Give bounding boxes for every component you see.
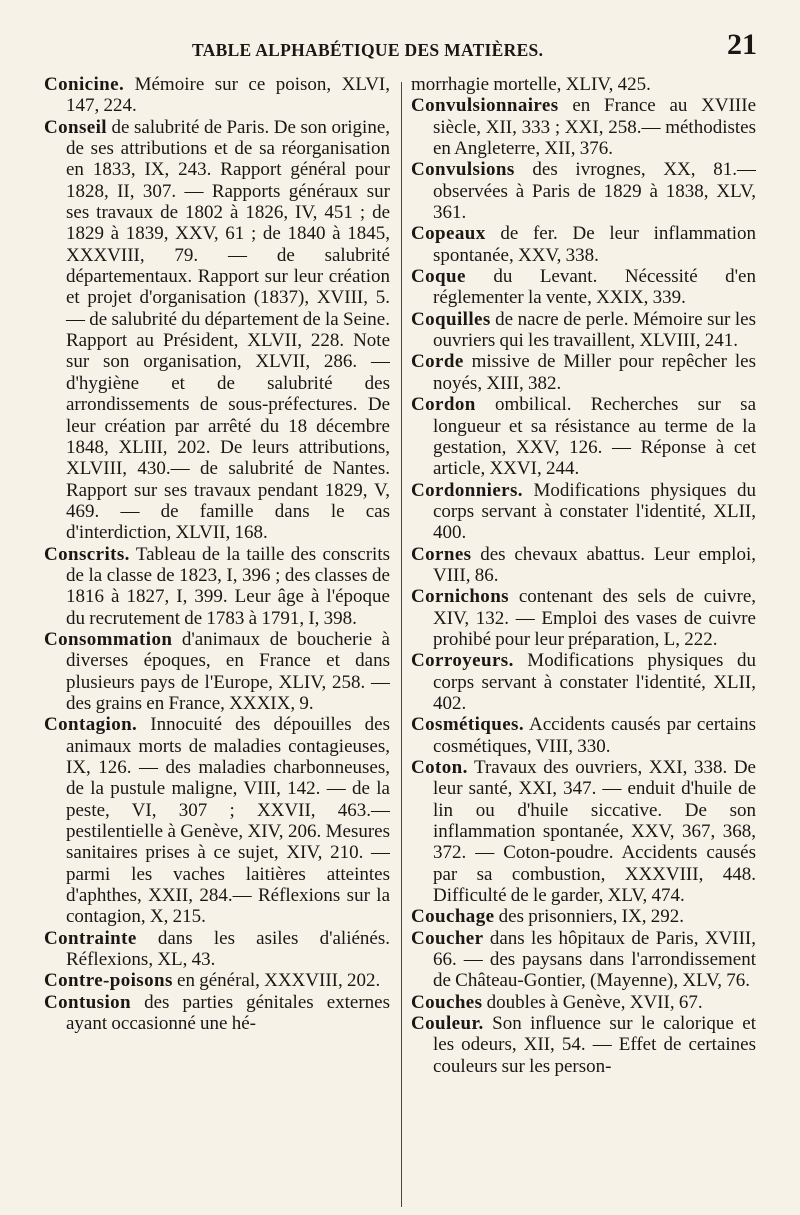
entry-text: doubles à Genève, XVII, 67.: [486, 991, 703, 1013]
entry-headword: Coquilles: [411, 308, 491, 330]
index-entry: [411, 1013, 756, 1077]
entry-text: Son influence sur le calorique et les odeurs, XII, 54. — Effet de certaines couleurs sur les person-: [433, 1013, 756, 1077]
entry-headword: Couchage: [411, 906, 495, 928]
index-entry: [44, 629, 390, 714]
index-entry: [411, 74, 756, 95]
entry-text: des chevaux abattus. Leur emploi, VIII, 86.: [433, 543, 756, 586]
entry-headword: Cornes: [411, 543, 472, 565]
index-entry: [44, 970, 390, 991]
index-entry: [411, 95, 756, 159]
index-entry: [411, 714, 756, 757]
entry-headword: Couleur.: [411, 1013, 484, 1035]
entry-text: dans les asiles d'aliénés. Réflexions, XL, 43.: [66, 927, 390, 971]
entry-headword: Contre-poisons: [44, 970, 173, 992]
entry-text: des parties génitales externes ayant occasionné une hé-: [66, 991, 390, 1035]
page-number: 21: [727, 28, 757, 61]
entry-text: dans les hôpitaux de Paris, XVIII, 66. — des paysans dans l'arrondissement de Château-Gontier, (Mayenne), XLV, 76.: [433, 927, 756, 992]
index-entry: [411, 992, 756, 1013]
index-entry: [411, 480, 756, 544]
entry-headword: Corroyeurs.: [411, 650, 514, 672]
entry-text: contenant des sels de cuivre, XIV, 132. — Emploi des vases de cuivre prohibé pour leur préparation, L, 222.: [433, 586, 756, 650]
entry-headword: Cordonniers.: [411, 479, 523, 501]
index-entry: [411, 650, 756, 714]
index-entry: [411, 223, 756, 266]
index-entry: [411, 266, 756, 309]
entry-text: Modifications physiques du corps servant à constater l'identité, XLII, 400.: [433, 479, 756, 544]
entry-headword: Contrainte: [44, 927, 137, 949]
index-entry: [44, 714, 390, 927]
index-entry: [44, 74, 390, 117]
entry-headword: Contagion.: [44, 714, 138, 736]
entry-headword: Conicine.: [44, 74, 125, 95]
index-entry: [44, 544, 390, 629]
entry-text: des ivrognes, XX, 81.— observées à Paris de 1829 à 1838, XLV, 361.: [433, 159, 756, 224]
entry-text: Mémoire sur ce poison, XLVI, 147, 224.: [66, 74, 390, 117]
page-header: [0, 28, 800, 68]
entry-text: d'animaux de boucherie à diverses époques, en France et dans plusieurs pays de l'Europe, XLIV, 258. — des grains en France, XXXIX, 9.: [66, 628, 390, 714]
entry-text: en France au XVIIIe siècle, XII, 333 ; XXI, 258.— méthodistes en Angleterre, XII, 376.: [433, 95, 756, 160]
entry-headword: Conseil: [44, 116, 107, 138]
column-divider: [401, 82, 402, 1207]
index-entry: [44, 928, 390, 971]
index-entry: [411, 351, 756, 394]
entry-headword: Conscrits.: [44, 543, 130, 565]
entry-text: Tableau de la taille des conscrits de la classe de 1823, I, 396 ; des classes de 1816 à 1827, I, 399. Leur âge à l'époque du recrutement de 1783 à 1791, I, 398.: [66, 543, 390, 629]
right-column: [411, 74, 756, 1214]
entry-headword: Cosmétiques.: [411, 714, 524, 736]
entry-text: de nacre de perle. Mémoire sur les ouvriers qui les travaillent, XLVIII, 241.: [433, 308, 756, 352]
entry-headword: Contusion: [44, 991, 132, 1013]
entry-headword: Coque: [411, 266, 466, 288]
entry-text: Travaux des ouvriers, XXI, 338. De leur santé, XXI, 347. — enduit d'huile de lin ou d'huile siccative. De son inflammation spontanée, XXV, 367, 368, 372. — Coton-poudre. Accidents causés par sa combustion, XXXVIII, 448. Difficulté de le garder, XLV, 474.: [433, 757, 756, 907]
entry-headword: Cornichons: [411, 586, 509, 608]
entry-text: des prisonniers, IX, 292.: [498, 906, 684, 928]
entry-headword: Convulsions: [411, 159, 515, 181]
index-entry: [411, 586, 756, 650]
entry-text: missive de Miller pour repêcher les noyés, XIII, 382.: [433, 351, 756, 394]
index-entry: [411, 906, 756, 927]
entry-headword: Copeaux: [411, 223, 486, 245]
left-column: [44, 74, 390, 1214]
entry-text: ombilical. Recherches sur sa longueur et sa résistance au terme de la gestation, XXV, 126. — Réponse à cet article, XXVI, 244.: [433, 394, 756, 480]
entry-headword: Consommation: [44, 628, 173, 650]
entry-headword: Convulsionnaires: [411, 95, 559, 117]
entry-headword: Couches: [411, 991, 483, 1013]
entry-text: Accidents causés par certains cosmétiques, VIII, 330.: [433, 714, 756, 757]
entry-text: morrhagie mortelle, XLIV, 425.: [411, 74, 651, 95]
entry-headword: Corde: [411, 351, 464, 373]
entry-text: Modifications physiques du corps servant à constater l'identité, XLII, 402.: [433, 650, 756, 714]
entry-text: du Levant. Nécessité d'en réglementer la vente, XXIX, 339.: [433, 266, 756, 309]
index-entry: [411, 928, 756, 992]
entry-headword: Coucher: [411, 927, 484, 949]
index-entry: [411, 544, 756, 587]
entry-text: de fer. De leur inflammation spontanée, XXV, 338.: [433, 223, 756, 266]
entry-text: de salubrité de Paris. De son origine, de ses attributions et de sa réorganisation en 1833, IX, 243. Rapport général pour 1828, II, 307. — Rapports généraux sur ses travaux de 1802 à 1826, IV, 451 ; de 1829 à 1839, XXV, 61 ; de 1840 à 1845, XXXVIII, 79. — de salubrité départementaux. Rapport sur leur création et projet d'organisation (1837), XVIII, 5. — de salubrité du département de la Seine. Rapport au Président, XLVII, 228. Note sur son organisation, XLVII, 286. — d'hygiène et de salubrité des arrondissements de sous-préfectures. De leur création par arrêté du 18 décembre 1848, XLIII, 202. De leurs attributions, XLVIII, 430.— de salubrité de Nantes. Rapport sur ses travaux pendant 1829, V, 469. — de famille dans le cas d'interdiction, XLVII, 168.: [66, 116, 390, 544]
index-entry: [411, 757, 756, 906]
index-entry: [411, 394, 756, 479]
entry-headword: Coton.: [411, 757, 468, 778]
running-title: TABLE ALPHABÉTIQUE DES MATIÈRES.: [192, 40, 544, 60]
index-entry: [44, 117, 390, 544]
entry-headword: Cordon: [411, 394, 476, 416]
entry-text: en général, XXXVIII, 202.: [177, 970, 381, 992]
index-entry: [44, 992, 390, 1035]
entry-text: Innocuité des dépouilles des animaux morts de maladies contagieuses, IX, 126. — des maladies charbonneuses, de la pustule maligne, VIII, 142. — de la peste, VI, 307 ; XXVII, 463.— pestilentielle à Genève, XIV, 206. Mesures sanitaires prises à ce sujet, XIV, 210. — parmi les vaches laitières atteintes d'aphthes, XXII, 284.— Réflexions sur la contagion, X, 215.: [66, 714, 390, 928]
index-entry: [411, 309, 756, 352]
index-entry: [411, 159, 756, 223]
